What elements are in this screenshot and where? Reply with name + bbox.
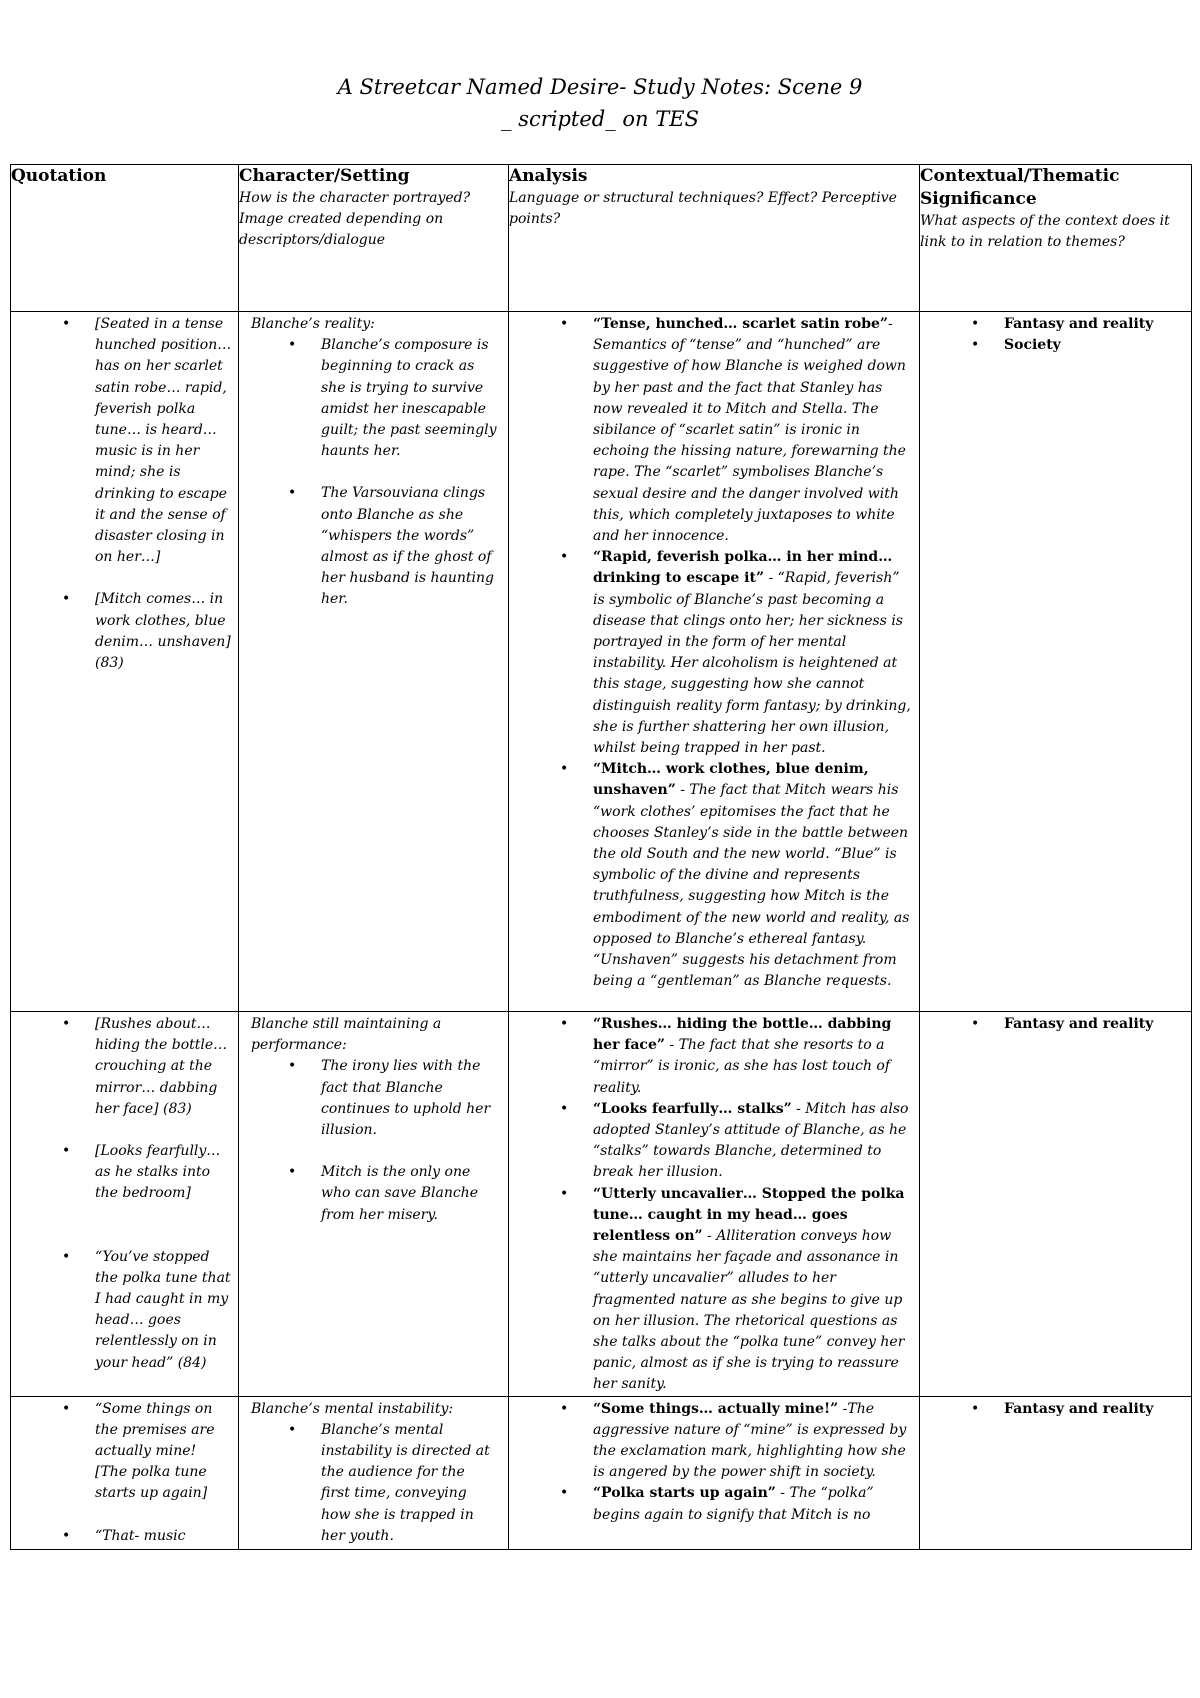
spacer <box>95 1205 232 1247</box>
analysis-point: • “Tense, hunched… scarlet satin robe”- Semantics of “tense” and “hunched” are suggestive of how Blanche is weighed down by her past and the fact that Stanley has now revealed it to Mitch and Stella. The sibilance of “scarlet satin” is ironic in echoing the hissing nature, forewarning the rape. The “scarlet” symbolises Blanche’s sexual desire and the danger involved with this, which completely juxtaposes to white and her innocence. <box>593 314 911 547</box>
quotation-item: • [Looks fearfully… as he stalks into the bedroom] <box>95 1141 232 1205</box>
theme-item: • Society <box>1004 335 1191 356</box>
quotation-cell <box>11 1396 239 1549</box>
analysis-point: • “Rapid, feverish polka… in her mind… drinking to escape it” - “Rapid, feverish” is symbolic of Blanche’s past becoming a disease that clings onto her; her sickness is portrayed in the form of her mental instability. Her alcoholism is heightened at this stage, suggesting how she cannot distinguish reality form fantasy; by drinking, she is further shattering her own illusion, whilst being trapped in her past. <box>593 547 911 759</box>
character-point: • Blanche’s mental instability is directed at the audience for the first time, conveying how she is trapped in her youth. <box>321 1420 498 1547</box>
spacer <box>321 1141 498 1162</box>
character-cell <box>239 1396 509 1549</box>
analysis-point: • “Rushes… hiding the bottle… dabbing her face” - The fact that she resorts to a “mirror” is ironic, as she has lost touch of reality. <box>593 1014 911 1099</box>
spacer <box>95 1120 232 1141</box>
notes-table <box>10 164 1192 1550</box>
header-character <box>239 165 509 312</box>
analysis-point: • “Looks fearfully… stalks” - Mitch has also adopted Stanley’s attitude of Blanche, as he “stalks” towards Blanche, determined to break her illusion. <box>593 1099 911 1184</box>
character-point: • The Varsouviana clings onto Blanche as she “whispers the words” almost as if the ghost of her husband is haunting her. <box>321 483 498 610</box>
theme-item: • Fantasy and reality <box>1004 1399 1191 1420</box>
header-analysis-subtitle: Language or structural techniques? Effect? Perceptive points? <box>509 190 897 228</box>
analysis-cell <box>509 1012 920 1397</box>
quotation-item: • “That- music <box>95 1526 232 1547</box>
quotation-item: • [Mitch comes… in work clothes, blue denim… unshaven] (83) <box>95 589 232 674</box>
header-quotation-title: Quotation <box>11 166 107 186</box>
analysis-cell <box>509 312 920 1012</box>
spacer <box>95 568 232 589</box>
header-character-subtitle: How is the character portrayed? Image created depending on descriptors/dialogue <box>239 190 471 249</box>
header-analysis-title: Analysis <box>509 166 588 186</box>
document-title: A Streetcar Named Desire- Study Notes: Scene 9 <box>337 75 863 99</box>
analysis-point: • “Polka starts up again” - The “polka” begins again to signify that Mitch is no <box>593 1483 911 1525</box>
quotation-item: • “You’ve stopped the polka tune that I had caught in my head… goes relentlessly on in your head” (84) <box>95 1247 232 1374</box>
quotation-cell <box>11 312 239 1012</box>
header-context-subtitle: What aspects of the context does it link to in relation to themes? <box>920 213 1170 251</box>
analysis-point: • “Mitch… work clothes, blue denim, unshaven” - The fact that Mitch wears his “work clothes’ epitomises the fact that he chooses Stanley’s side in the battle between the old South and the new world. “Blue” is symbolic of the divine and represents truthfulness, suggesting how Mitch is the embodiment of the new world and reality, as opposed to Blanche’s ethereal fantasy. “Unshaven” suggests his detachment from being a “gentleman” as Blanche requests. <box>593 759 911 992</box>
character-cell <box>239 312 509 1012</box>
character-title: Blanche’s reality: <box>251 316 375 332</box>
spacer <box>321 462 498 483</box>
header-context <box>920 165 1192 312</box>
quotation-item: • [Seated in a tense hunched position… has on her scarlet satin robe… rapid, feverish polka tune… is heard… music is in her mind; she is drinking to escape it and the sense of disaster closing in on her…] <box>95 314 232 568</box>
table-row <box>11 312 1192 1012</box>
character-point: • Mitch is the only one who can save Blanche from her misery. <box>321 1162 498 1226</box>
theme-item: • Fantasy and reality <box>1004 314 1191 335</box>
analysis-cell <box>509 1396 920 1549</box>
header-row <box>11 165 1192 312</box>
theme-item: • Fantasy and reality <box>1004 1014 1191 1035</box>
header-context-title: Contextual/Thematic Significance <box>920 166 1120 209</box>
character-cell <box>239 1012 509 1397</box>
theme-cell <box>920 312 1192 1012</box>
character-point: • Blanche’s composure is beginning to crack as she is trying to survive amidst her inescapable guilt; the past seemingly haunts her. <box>321 335 498 462</box>
table-row <box>11 1396 1192 1549</box>
character-title: Blanche still maintaining a performance: <box>251 1016 442 1054</box>
table-row <box>11 1012 1192 1397</box>
character-title: Blanche’s mental instability: <box>251 1400 454 1417</box>
header-quotation <box>11 165 239 312</box>
analysis-point: • “Utterly uncavalier… Stopped the polka tune… caught in my head… goes relentless on” - Alliteration conveys how she maintains her façade and assonance in “utterly uncavalier” alludes to her fragmented nature as she begins to give up on her illusion. The rhetorical questions as she talks about the “polka tune” convey her panic, almost as if she is trying to reassure her sanity. <box>593 1184 911 1396</box>
spacer <box>95 1505 232 1526</box>
header-character-title: Character/Setting <box>239 166 410 186</box>
theme-cell <box>920 1396 1192 1549</box>
analysis-point: • “Some things… actually mine!” -The aggressive nature of “mine” is expressed by the exclamation mark, highlighting how she is angered by the power shift in society. <box>593 1399 911 1484</box>
quotation-item: • [Rushes about… hiding the bottle… crouching at the mirror… dabbing her face] (83) <box>95 1014 232 1120</box>
character-point: • The irony lies with the fact that Blanche continues to uphold her illusion. <box>321 1056 498 1141</box>
quotation-item: • “Some things on the premises are actually mine! [The polka tune starts up again] <box>95 1399 232 1505</box>
theme-cell <box>920 1012 1192 1397</box>
quotation-cell <box>11 1012 239 1397</box>
document-subtitle: _ scripted_ on TES <box>501 107 699 131</box>
header-analysis <box>509 165 920 312</box>
